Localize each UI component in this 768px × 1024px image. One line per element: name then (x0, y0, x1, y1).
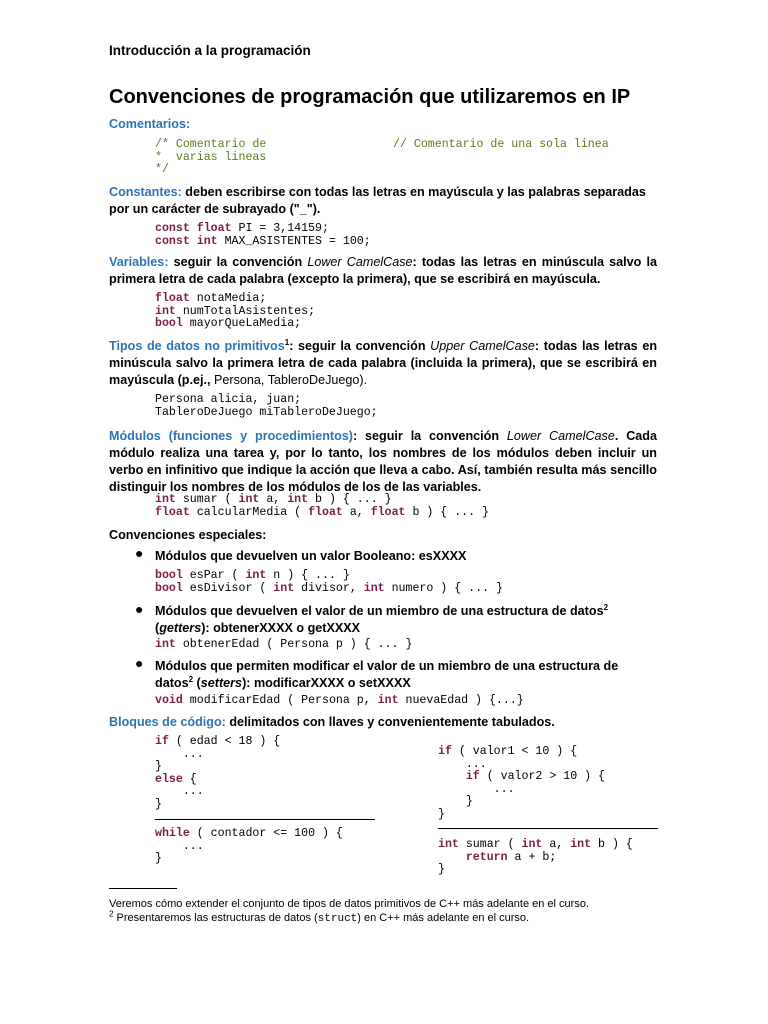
code-setters: void modificarEdad ( Persona p, int nuevaEdad ) {...} (155, 694, 524, 707)
bullet-getters: Módulos que devuelven el valor de un miembro de una estructura de datos$^2$ (getters): obtenerXXXX o getXXXX (155, 602, 609, 635)
section-bloques (109, 714, 657, 731)
code-line: */ (155, 163, 169, 176)
bullet-icon: ● (135, 601, 144, 617)
divider (155, 819, 375, 820)
code-booleano: bool esPar ( int n ) { ... } bool esDivisor ( int divisor, int numero ) { ... } (155, 569, 503, 595)
bullet-booleano: Módulos que devuelven un valor Booleano: esXXXX (155, 549, 467, 563)
footnote-1-text: Veremos cómo extender el conjunto de tipos de datos primitivos de C++ más adelante en el curso. (109, 898, 589, 910)
code-sumar: int sumar ( int a, int b ) { return a + b; } (438, 838, 633, 876)
footnote-2-text-a: Presentaremos las estructuras de datos ( (116, 912, 318, 924)
variables-text-italic: Lower CamelCase (307, 255, 413, 269)
code-constantes (155, 223, 371, 248)
footnote-1 (109, 898, 589, 911)
bullet-icon: ● (135, 655, 144, 671)
code-keyword: const int (155, 234, 218, 248)
setters-italic: setters (200, 676, 243, 690)
heading-constantes: Constantes: (109, 185, 182, 199)
section-constantes (109, 184, 657, 218)
code-line: TableroDeJuego miTableroDeJuego; (155, 405, 378, 419)
divider (438, 828, 658, 829)
code-text: mayorQueLaMedia; (182, 317, 302, 330)
footnote-2-text-b: ) en C++ más adelante en el curso. (357, 912, 530, 924)
code-tipos (155, 394, 378, 419)
code-line: * varias lineas (155, 150, 267, 164)
code-comment-line (393, 139, 609, 152)
bloques-text: delimitados con llaves y convenientemente tabulados. (229, 715, 555, 729)
footnote-ref-1: 1 (284, 337, 290, 347)
footnote-2 (109, 909, 530, 926)
footnote-2-number: 2 (109, 909, 114, 919)
code-comment-block (155, 139, 266, 177)
code-getters: int obtenerEdad ( Persona p ) { ... } (155, 638, 413, 651)
getters-text-a: Módulos que devuelven el valor de un miembro de una estructura de datos (155, 604, 604, 618)
constantes-text: deben escribirse con todas las letras en mayúscula y las palabras separadas por un carácter de subrayado ("_"). (109, 185, 646, 216)
getters-text-b: obtenerXXXX o getXXXX (213, 621, 361, 635)
footnote-2-code: struct (317, 913, 358, 925)
code-if-else: if ( edad < 18 ) { ... } else { ... } (155, 735, 281, 811)
modulos-text-b: . Cada módulo realiza una tarea y, por lo tanto, los nombres de los módulos deben incluir un verbo en infinitivo que indique la acción que lleva a cabo. Así, también resulta más sencillo distinguir los nombres de los módulos de los de las variables. (109, 429, 657, 494)
code-variables (155, 293, 315, 331)
code-keyword: int (155, 304, 176, 318)
heading-especiales: Convenciones especiales: (109, 528, 267, 542)
code-line: /* Comentario de (155, 138, 267, 151)
tipos-example-2: TableroDeJuego (267, 373, 360, 387)
variables-text-b: : todas las letras en minúscula salvo la primera letra de cada palabra (excepto la primera), que se escribirá en mayúscula. (109, 255, 658, 286)
code-text: numTotalAsistentes; (175, 304, 316, 318)
footnote-ref-2: 2 (603, 602, 609, 612)
code-keyword: bool (155, 317, 183, 330)
tipos-example-1: Persona (214, 373, 261, 387)
code-nested-if: if ( valor1 < 10 ) { ... if ( valor2 > 10 ) { ... } } (438, 745, 605, 821)
section-variables (109, 254, 657, 288)
heading-modulos: Módulos (funciones y procedimientos) (109, 429, 353, 443)
variables-text-a: seguir la convención (173, 255, 308, 269)
modulos-text-italic: Lower CamelCase (506, 429, 615, 443)
getters-italic: getters (159, 621, 202, 635)
heading-comentarios: Comentarios: (109, 117, 191, 131)
section-comentarios (109, 116, 657, 133)
tipos-text-italic: Upper CamelCase (430, 339, 535, 353)
code-line: Persona alicia, juan; (155, 393, 302, 406)
setters-text-b: ): modificarXXXX o setXXXX (242, 676, 411, 690)
code-while: while ( contador <= 100 ) { ... } (155, 827, 343, 865)
setters-text-a: Módulos que permiten modificar el valor de un miembro de una estructura de datos (155, 659, 619, 690)
section-especiales (109, 527, 657, 544)
footnote-separator (109, 888, 177, 889)
section-modulos (109, 428, 657, 496)
page-header: Introducción a la programación (109, 43, 311, 58)
modulos-text-a: : seguir la convención (352, 429, 507, 443)
code-text: notaMedia; (189, 292, 267, 305)
section-tipos: Tipos de datos no primitivos$^1$: seguir la convención Upper CamelCase: todas las letras en minúscula salvo la primera letra de cada palabra (incluida la primera), que se escribirá en mayúscula (p.ej., Persona, TableroDeJuego). (109, 337, 658, 387)
code-keyword: float (155, 292, 190, 305)
page-title: Convenciones de programación que utilizaremos en IP (109, 86, 631, 108)
heading-variables: Variables: (109, 255, 169, 269)
code-keyword: const float (155, 222, 232, 235)
footnote-ref-2: 2 (188, 674, 194, 684)
tipos-text-b: : todas las letras en minúscula salvo la primera letra de cada palabra (incluida la primera), que se escribirá en mayúscula (p.ej., (109, 339, 658, 387)
tipos-text-a: : seguir la convención (289, 339, 431, 353)
heading-tipos: Tipos de datos no primitivos (109, 339, 285, 353)
bullet-setters: Módulos que permiten modificar el valor de un miembro de una estructura de datos$^2$ (setters): modificarXXXX o setXXXX (155, 659, 619, 690)
bullet-icon: ● (135, 545, 144, 561)
code-text: PI = 3,14159; (231, 222, 329, 235)
code-line: // Comentario de una sola linea (393, 138, 609, 151)
heading-bloques: Bloques de código: (109, 715, 226, 729)
code-text: MAX_ASISTENTES = 100; (217, 234, 371, 248)
code-modulos: int sumar ( int a, int b ) { ... } float calcularMedia ( float a, float b ) { ... } (155, 493, 490, 519)
